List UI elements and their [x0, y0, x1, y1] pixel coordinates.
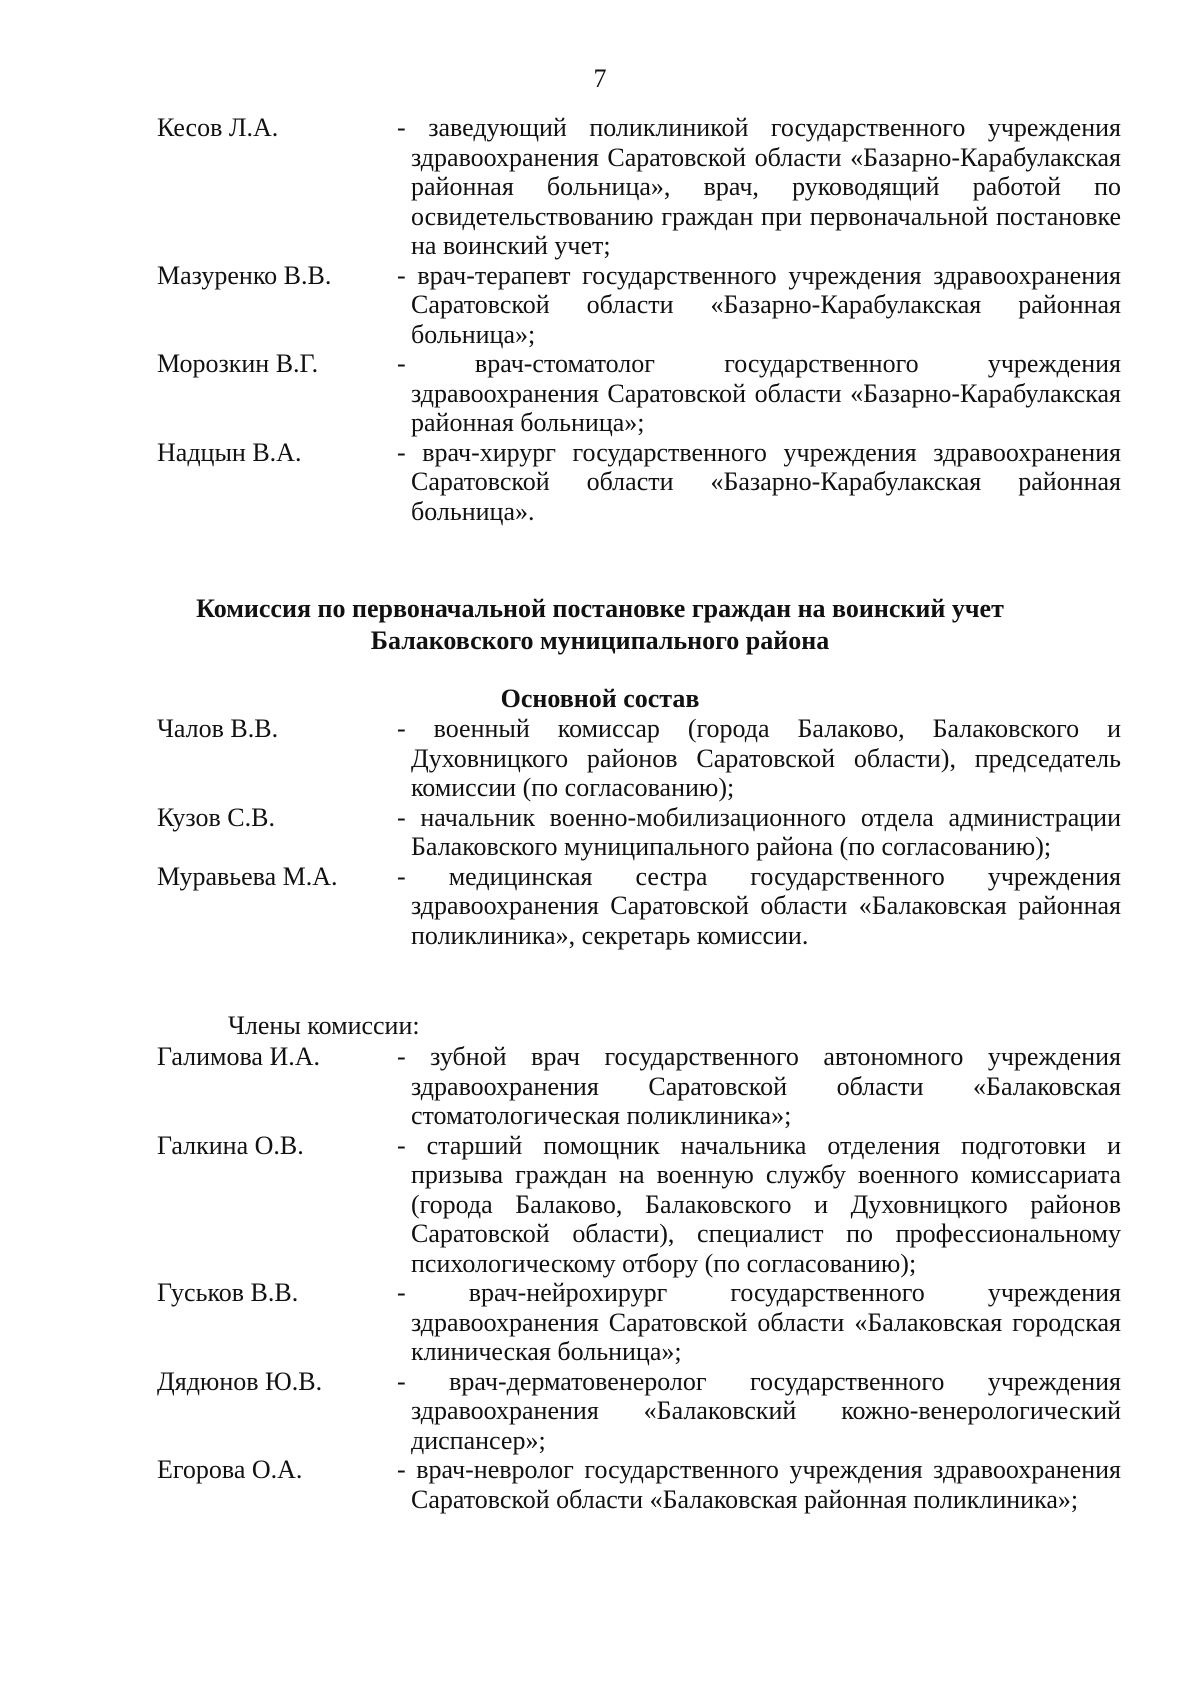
member-position: - военный комиссар (города Балаково, Балаковского и Духовницкого районов Саратовской области), председатель комиссии (по согласованию);: [397, 714, 1121, 802]
commission-title-line-2: Балаковского муниципального района: [370, 626, 830, 655]
member-name: Кузов С.В.: [157, 802, 275, 832]
list-item: [157, 1131, 1121, 1279]
commission-title-line-1: Комиссия по первоначальной постановке граждан на воинский учет: [196, 594, 1004, 623]
member-name: Чалов В.В.: [157, 714, 279, 743]
list-item: [157, 714, 1121, 803]
member-list-bazarno-karabulak: [157, 113, 1121, 526]
member-name: Егорова О.А.: [157, 1455, 303, 1484]
list-item: [157, 1367, 1121, 1456]
page-number: 7: [593, 64, 607, 93]
list-item: [157, 1278, 1121, 1367]
list-item: [157, 438, 1121, 527]
member-name: Мазуренко В.В.: [157, 260, 332, 290]
list-item: [157, 349, 1121, 438]
list-item: [157, 1455, 1121, 1514]
list-item: [157, 1042, 1121, 1131]
list-item: [157, 862, 1121, 951]
member-position: - врач-стоматолог государственного учреждения здравоохранения Саратовской области «Базарно-Карабулакская районная больница»;: [397, 349, 1121, 437]
member-name: Муравьева М.А.: [157, 861, 338, 891]
list-item: [157, 803, 1121, 862]
member-position: - заведующий поликлиникой государственного учреждения здравоохранения Саратовской области «Базарно-Карабулакская районная больница», врач, руководящий работой по освидетельствованию граждан при первоначальной постановке на воинский учет;: [397, 113, 1121, 260]
member-position: - врач-невролог государственного учреждения здравоохранения Саратовской области «Балаковская районная поликлиника»;: [397, 1455, 1121, 1514]
member-position: - врач-нейрохирург государственного учреждения здравоохранения Саратовской области «Балаковская городская клиническая больница»;: [397, 1278, 1121, 1366]
member-name: Галкина О.В.: [157, 1130, 304, 1160]
member-name: Морозкин В.Г.: [157, 349, 319, 378]
member-name: Надцын В.А.: [157, 437, 302, 467]
member-name: Дядюнов Ю.В.: [157, 1366, 323, 1396]
member-position: - врач-терапевт государственного учреждения здравоохранения Саратовской области «Базарно-Карабулакская районная больница»;: [397, 260, 1121, 349]
member-position: - врач-хирург государственного учреждения здравоохранения Саратовской области «Базарно-Карабулакская районная больница».: [397, 437, 1121, 526]
member-name: Галимова И.А.: [157, 1042, 321, 1071]
member-name: Кесов Л.А.: [157, 113, 279, 142]
member-list-main: [157, 714, 1121, 950]
member-position: - старший помощник начальника отделения подготовки и призыва граждан на военную службу военного комиссариата (города Балаково, Балаковского и Духовницкого районов Саратовской области), специалист по профессиональному психологическому отбору (по согласованию);: [397, 1130, 1121, 1278]
member-position: - начальник военно-мобилизационного отдела администрации Балаковского муниципального района (по согласованию);: [397, 802, 1121, 861]
list-item: [157, 113, 1121, 261]
list-item: [157, 261, 1121, 350]
member-list-members: [157, 1042, 1121, 1514]
member-position: - медицинская сестра государственного учреждения здравоохранения Саратовской области «Балаковская районная поликлиника», секретарь комиссии.: [397, 861, 1121, 950]
member-name: Гуськов В.В.: [157, 1278, 299, 1307]
members-label: Члены комиссии:: [228, 1011, 420, 1040]
member-position: - врач-дерматовенеролог государственного учреждения здравоохранения «Балаковский кожно-венерологический диспансер»;: [397, 1366, 1121, 1455]
member-position: - зубной врач государственного автономного учреждения здравоохранения Саратовской области «Балаковская стоматологическая поликлиника»;: [397, 1042, 1121, 1130]
main-composition-title: Основной состав: [500, 684, 700, 713]
